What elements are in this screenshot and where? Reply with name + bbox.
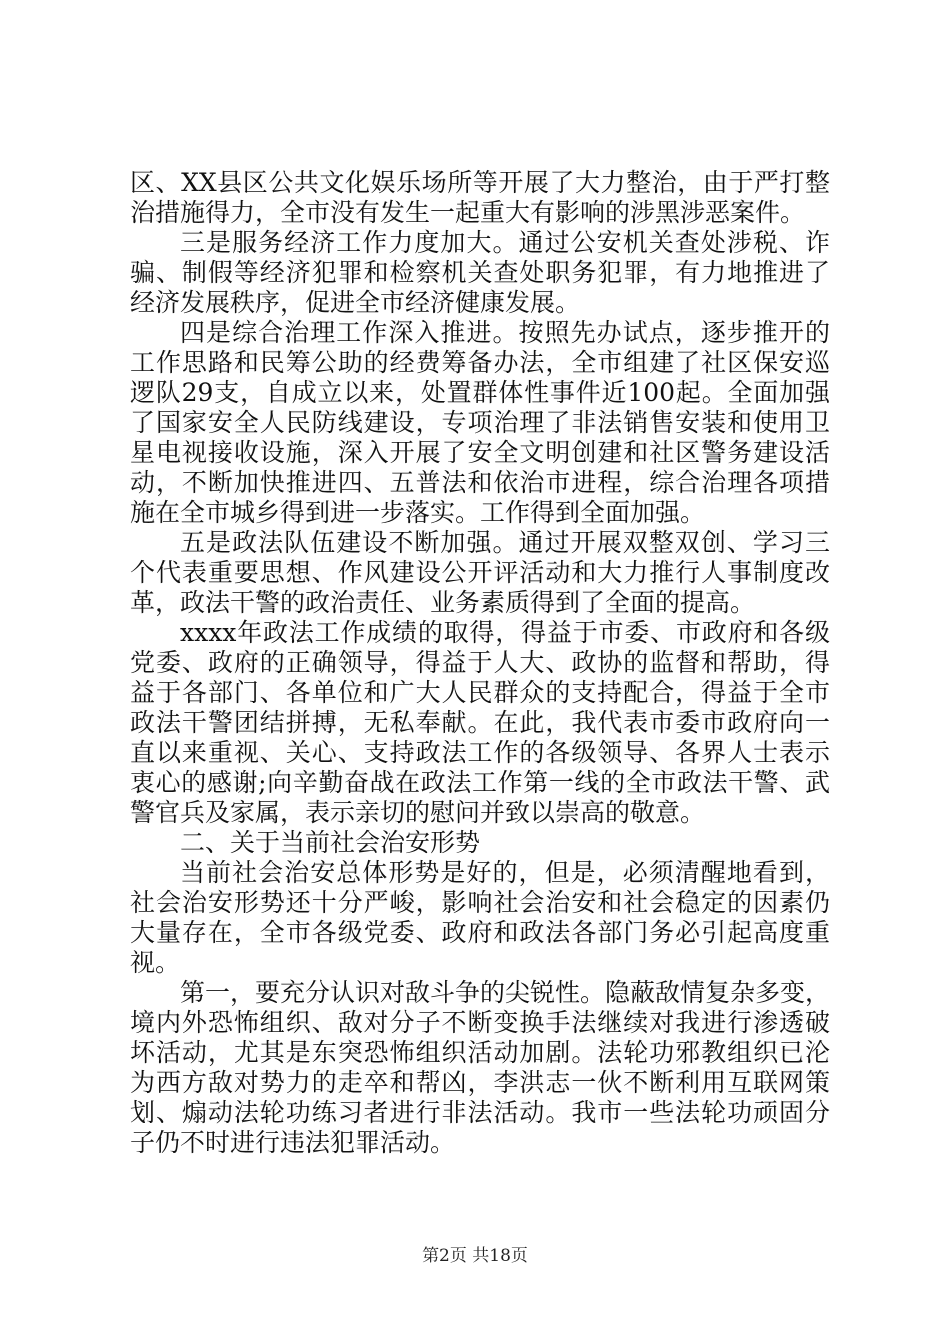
text-line: 为西方敌对势力的走卒和帮凶，李洪志一伙不断利用互联网策 bbox=[130, 1068, 830, 1097]
text-line: 划、煽动法轮功练习者进行非法活动。我市一些法轮功顽固分 bbox=[130, 1098, 830, 1127]
text-line: 星电视接收设施，深入开展了安全文明创建和社区警务建设活 bbox=[130, 438, 830, 467]
text-line: 党委、政府的正确领导，得益于人大、政协的监督和帮助，得 bbox=[130, 648, 830, 677]
paragraph-start-line: xxxx年政法工作成绩的取得，得益于市委、市政府和各级 bbox=[180, 618, 830, 647]
section-heading: 二、关于当前社会治安形势 bbox=[180, 828, 481, 857]
text-line: 革，政法干警的政治责任、业务素质得到了全面的提高。 bbox=[130, 588, 756, 617]
text-line: 大量存在，全市各级党委、政府和政法各部门务必引起高度重 bbox=[130, 918, 830, 947]
text-line: 政法干警团结拼搏，无私奉献。在此，我代表市委市政府向一 bbox=[130, 708, 830, 737]
text-line: 社会治安形势还十分严峻，影响社会治安和社会稳定的因素仍 bbox=[130, 888, 830, 917]
text-line: 区、XX县区公共文化娱乐场所等开展了大力整治，由于严打整 bbox=[130, 168, 830, 197]
text-line: 子仍不时进行违法犯罪活动。 bbox=[130, 1128, 456, 1157]
text-line: 直以来重视、关心、支持政法工作的各级领导、各界人士表示 bbox=[130, 738, 830, 767]
text-line: 了国家安全人民防线建设，专项治理了非法销售安装和使用卫 bbox=[130, 408, 830, 437]
text-line: 坏活动，尤其是东突恐怖组织活动加剧。法轮功邪教组织已沦 bbox=[130, 1038, 830, 1067]
text-line: 骗、制假等经济犯罪和检察机关查处职务犯罪，有力地推进了 bbox=[130, 258, 830, 287]
paragraph-start-line: 四是综合治理工作深入推进。按照先办试点，逐步推开的 bbox=[180, 318, 830, 347]
text-line: 视。 bbox=[130, 948, 181, 977]
page-number-footer: 第2页 共18页 bbox=[422, 1246, 528, 1266]
paragraph-start-line: 五是政法队伍建设不断加强。通过开展双整双创、学习三 bbox=[180, 528, 830, 557]
text-line: 逻队29支，自成立以来，处置群体性事件近100起。全面加强 bbox=[130, 378, 830, 407]
text-line: 施在全市城乡得到进一步落实。工作得到全面加强。 bbox=[130, 498, 706, 527]
text-line: 益于各部门、各单位和广大人民群众的支持配合，得益于全市 bbox=[130, 678, 830, 707]
paragraph-start-line: 三是服务经济工作力度加大。通过公安机关查处涉税、诈 bbox=[180, 228, 830, 257]
text-line: 个代表重要思想、作风建设公开评活动和大力推行人事制度改 bbox=[130, 558, 830, 587]
text-line: 警官兵及家属，表示亲切的慰问并致以崇高的敬意。 bbox=[130, 798, 706, 827]
text-line: 工作思路和民筹公助的经费筹备办法，全市组建了社区保安巡 bbox=[130, 348, 830, 377]
text-line: 动，不断加快推进四、五普法和依治市进程，综合治理各项措 bbox=[130, 468, 830, 497]
paragraph-start-line: 当前社会治安总体形势是好的，但是，必须清醒地看到， bbox=[180, 858, 830, 887]
text-line: 经济发展秩序，促进全市经济健康发展。 bbox=[130, 288, 581, 317]
paragraph-start-line: 第一，要充分认识对敌斗争的尖锐性。隐蔽敌情复杂多变， bbox=[180, 978, 831, 1007]
text-line: 境内外恐怖组织、敌对分子不断变换手法继续对我进行渗透破 bbox=[130, 1008, 830, 1037]
text-line: 治措施得力，全市没有发生一起重大有影响的涉黑涉恶案件。 bbox=[130, 198, 806, 227]
body-text bbox=[130, 168, 830, 1158]
text-line: 衷心的感谢;向辛勤奋战在政法工作第一线的全市政法干警、武 bbox=[130, 768, 830, 797]
